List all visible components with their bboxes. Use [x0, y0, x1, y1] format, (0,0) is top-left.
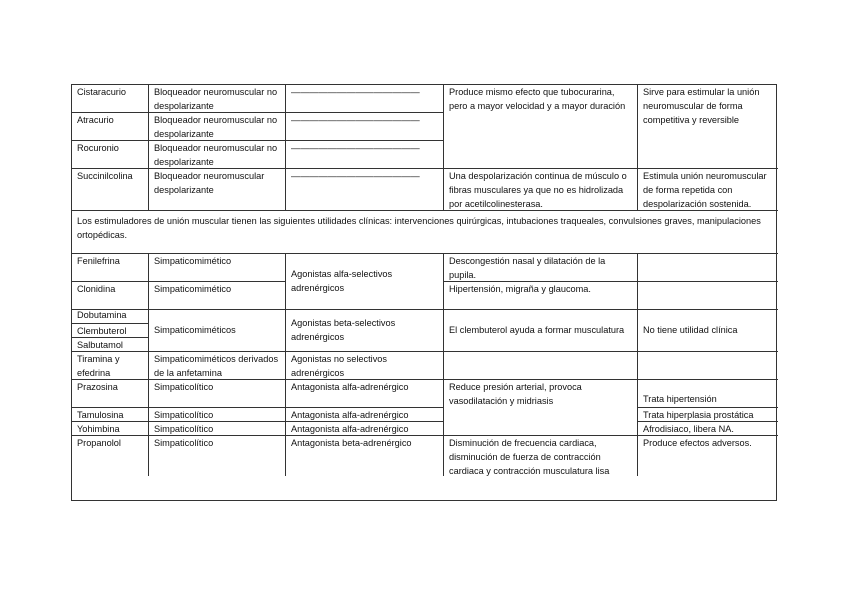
cell-effect-tiramina	[444, 352, 638, 380]
cell-use-beta-group: No tiene utilidad clínica	[638, 310, 778, 352]
cell-use-nondepolarizing: Sirve para estimular la unión neuromuscular de forma competitiva y reversible	[638, 85, 778, 169]
cell-use-propanolol: Produce efectos adversos.	[643, 438, 752, 448]
cell-effect-propanolol: Disminución de frecuencia cardiaca, disminución de fuerza de contracción cardiaca y contracción musculatura lisa	[444, 436, 638, 476]
cell-effect-fenilefrina: Descongestión nasal y dilatación de la pupila.	[444, 254, 638, 282]
cell-class-beta-group: Simpaticomiméticos	[149, 310, 286, 352]
cell-use-succinilcolina: Estimula unión neuromuscular de forma repetida con despolarización sostenida.	[638, 169, 778, 211]
cell-use-yohimbina: Afrodisiaco, libera NA.	[638, 422, 778, 436]
cell-drug-succinilcolina: Succinilcolina	[72, 169, 149, 211]
cell-drug-clonidina: Clonidina	[72, 282, 149, 310]
cell-drug-rocuronio: Rocuronio	[72, 141, 149, 169]
cell-effect-nondepolarizing: Produce mismo efecto que tubocurarina, pero a mayor velocidad y a mayor duración	[444, 85, 638, 169]
cell-drug-clembuterol: Clembuterol	[72, 324, 149, 338]
cell-effect-succinilcolina: Una despolarización continua de músculo o fibras musculares ya que no es hidrolizada por acetilcolinesterasa.	[444, 169, 638, 211]
cell-drug-atracurio: Atracurio	[72, 113, 149, 141]
cell-drug-dobutamina: Dobutamina	[72, 310, 149, 324]
cell-use-prazosina: Trata hipertensión	[638, 380, 778, 408]
cell-type-propanolol: Antagonista beta-adrenérgico	[286, 436, 444, 476]
cell-class-atracurio: Bloqueador neuromuscular no despolarizante	[149, 113, 286, 141]
cell-class-prazosina: Simpaticolítico	[149, 380, 286, 408]
cell-drug-tiramina: Tiramina y efedrina	[72, 352, 149, 380]
cell-class-fenilefrina: Simpaticomimético	[149, 254, 286, 282]
cell-drug-salbutamol: Salbutamol	[72, 338, 149, 352]
pharmacology-table	[71, 84, 777, 501]
cell-drug-fenilefrina: Fenilefrina	[72, 254, 149, 282]
cell-class-rocuronio: Bloqueador neuromuscular no despolarizante	[149, 141, 286, 169]
cell-class-clonidina: Simpaticomimético	[149, 282, 286, 310]
cell-class-propanolol: Simpaticolítico	[149, 436, 286, 476]
cell-effect-clonidina: Hipertensión, migraña y glaucoma.	[444, 282, 638, 310]
cell-effect-beta-group: El clembuterol ayuda a formar musculatura	[444, 310, 638, 352]
cell-class-yohimbina: Simpaticolítico	[149, 422, 286, 436]
cell-type-prazosina: Antagonista alfa-adrenérgico	[286, 380, 444, 408]
cell-use-fenilefrina	[638, 254, 778, 282]
cell-type-cistaracurio: ——————————————	[286, 85, 444, 113]
cell-class-succinilcolina: Bloqueador neuromuscular despolarizante	[149, 169, 286, 211]
cell-drug-yohimbina: Yohimbina	[72, 422, 149, 436]
cell-class-cistaracurio: Bloqueador neuromuscular no despolarizante	[149, 85, 286, 113]
cell-effect-alpha-antagonists: Reduce presión arterial, provoca vasodilatación y midriasis	[444, 380, 638, 436]
cell-drug-propanolol: Propanolol	[72, 436, 149, 476]
cell-type-yohimbina: Antagonista alfa-adrenérgico	[286, 422, 444, 436]
cell-type-tiramina: Agonistas no selectivos adrenérgicos	[286, 352, 444, 380]
cell-type-atracurio: ——————————————	[286, 113, 444, 141]
cell-use-tiramina	[638, 352, 778, 380]
cell-class-tamulosina: Simpaticolítico	[149, 408, 286, 422]
cell-drug-tamulosina: Tamulosina	[72, 408, 149, 422]
cell-type-succinilcolina: ——————————————	[286, 169, 444, 211]
cell-type-tamulosina: Antagonista alfa-adrenérgico	[286, 408, 444, 422]
cell-type-beta-group: Agonistas beta-selectivos adrenérgicos	[286, 310, 444, 352]
cell-drug-prazosina: Prazosina	[72, 380, 149, 408]
cell-drug-cistaracurio: Cistaracurio	[72, 85, 149, 113]
cell-type-alpha-agonists: Agonistas alfa-selectivos adrenérgicos	[286, 254, 444, 310]
cell-use-clonidina	[638, 282, 778, 310]
clinical-uses-note: Los estimuladores de unión muscular tienen las siguientes utilidades clínicas: intervenciones quirúrgicas, intubaciones traqueales, convulsiones graves, manipulaciones ortopédicas.	[72, 211, 778, 254]
cell-type-rocuronio: ——————————————	[286, 141, 444, 169]
cell-class-tiramina: Simpaticomiméticos derivados de la anfetamina	[149, 352, 286, 380]
cell-use-tamulosina: Trata hiperplasia prostática	[638, 408, 778, 422]
